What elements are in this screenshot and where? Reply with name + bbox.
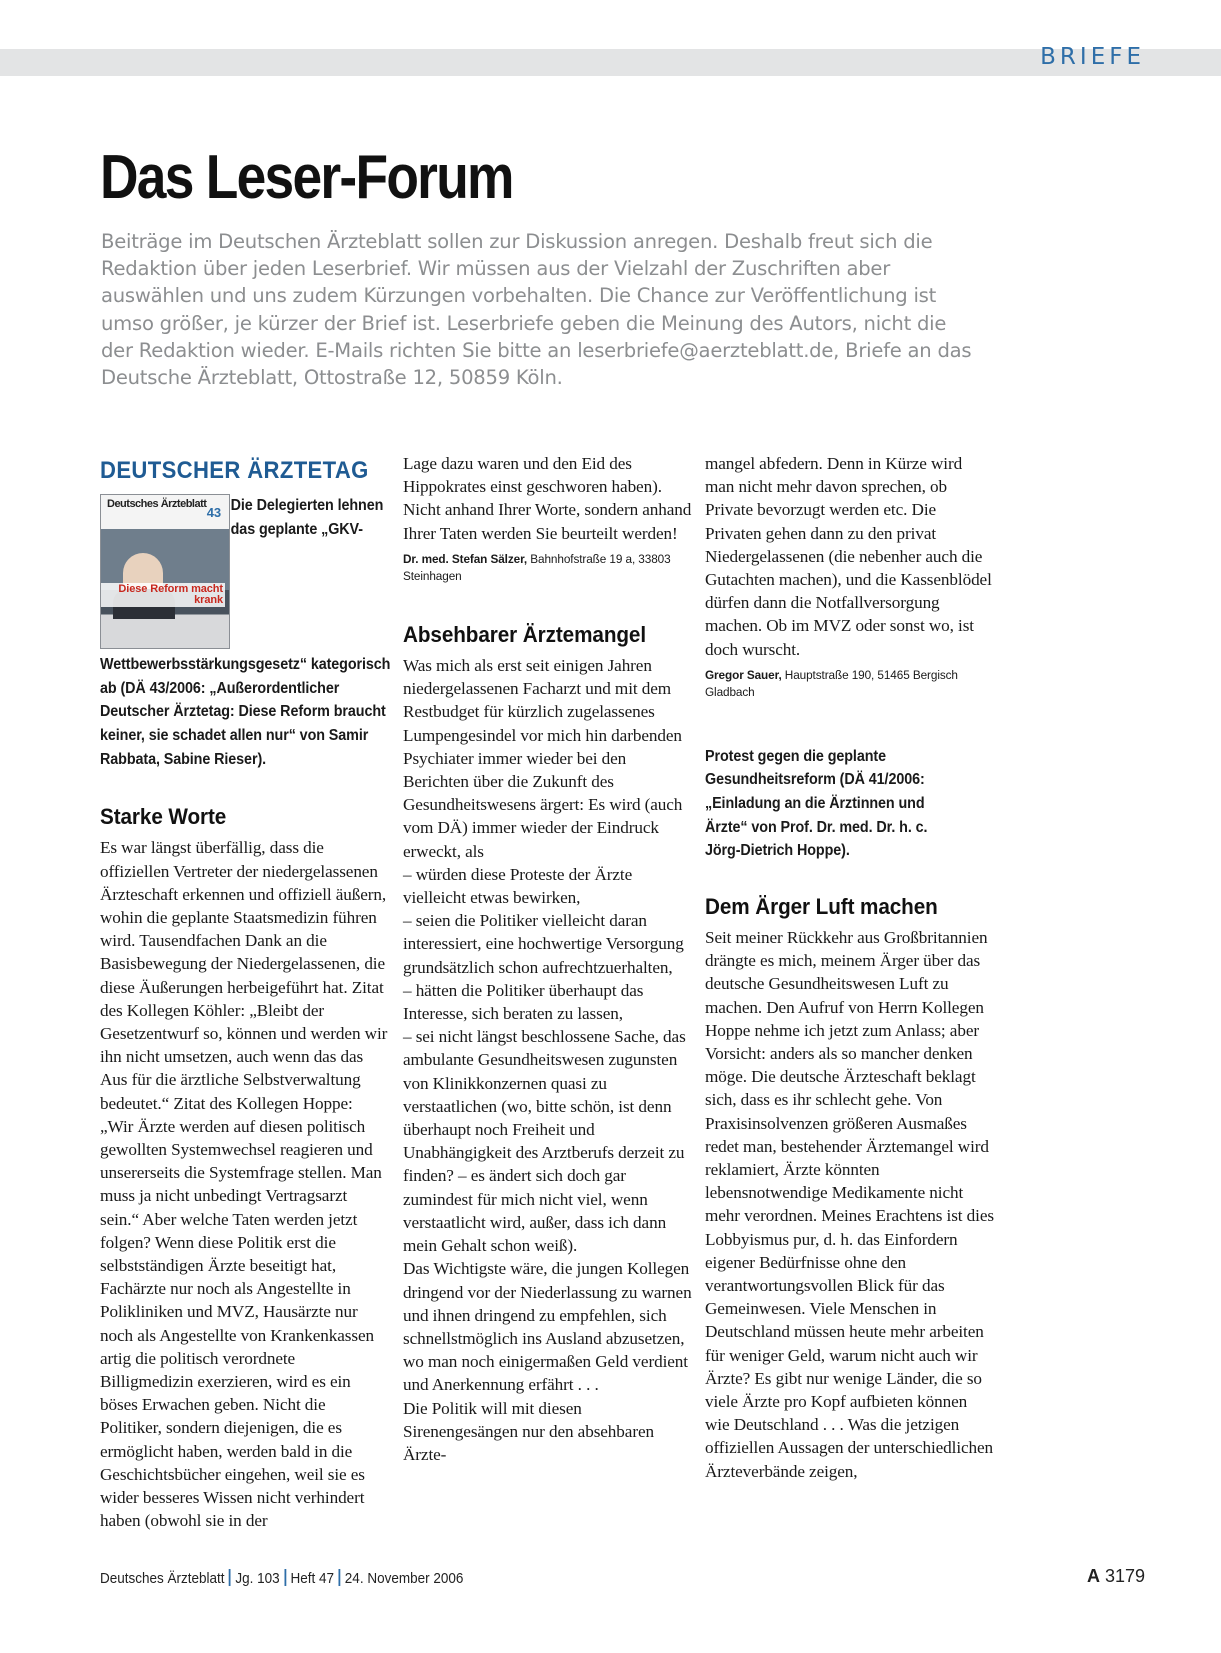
reference-note-2: Protest gegen die geplante Gesundheitsreform (DÄ 41/2006: „Einladung an die Ärztinnen und Ärzte“ von Prof. Dr. med. Dr. h. c. Jörg-Dietrich Hoppe). bbox=[705, 747, 928, 860]
letter-signature-1 bbox=[403, 551, 679, 585]
footer-volume: Jg. 103 bbox=[235, 1570, 280, 1587]
column-1 bbox=[100, 455, 390, 1532]
page-prefix: A bbox=[1086, 1566, 1100, 1586]
author-name: Dr. med. Stefan Sälzer, bbox=[403, 551, 528, 566]
column-3 bbox=[705, 452, 995, 1483]
footer-separator bbox=[339, 1569, 341, 1586]
letter-list-item: – seien die Politiker vielleicht daran interessiert, eine hochwertige Versorgung grundsätzlich schon aufrechtzuerhalten, bbox=[403, 911, 684, 977]
footer-date: 24. November 2006 bbox=[344, 1570, 464, 1587]
page-number bbox=[1087, 1566, 1145, 1587]
author-address: Hauptstraße 190, 51465 Bergisch Gladbach bbox=[705, 667, 958, 699]
section-label: BRIEFE bbox=[1040, 44, 1145, 70]
letter-heading-starke-worte: Starke Worte bbox=[100, 804, 227, 830]
author-address: Bahnhofstraße 19 a, 33803 Steinhagen bbox=[403, 551, 671, 583]
letter-body-continuation: Lage dazu waren und den Eid des Hippokrates einst geschworen haben). Nicht anhand Ihrer Worte, sondern anhand Ihrer Taten werden Sie beurteilt werden! bbox=[403, 454, 692, 543]
letter-paragraph: Was mich als erst seit einigen Jahren niedergelassenen Facharzt und mit dem Restbudget für kürzlich zugelassenes Lumpengesindel vor mich hin darbenden Psychiater immer wieder bei den Berichten über die Zukunft des Gesundheitswesens ärgert: Es wird (auch vom DÄ) immer wieder der Eindruck erweckt, als bbox=[403, 656, 683, 861]
footer-separator bbox=[229, 1569, 231, 1586]
reference-block-1 bbox=[100, 494, 390, 771]
page-number-value: 3179 bbox=[1104, 1566, 1145, 1586]
author-name: Gregor Sauer, bbox=[705, 667, 782, 682]
footer-journal: Deutsches Ärzteblatt bbox=[100, 1570, 225, 1587]
letter-list-item: – sei nicht längst beschlossene Sache, das ambulante Gesundheitswesen zugunsten von Klinikkonzernen quasi zu verstaatlichen (wo, bitte schön, ist denn überhaupt noch Freiheit und Unabhängigkeit des Arztberufs derzeit zu finden? – es ändert sich doch gar zumindest für mich nicht viel, wenn verstaatlicht wird, außer, dass ich dann mein Gehalt schon weiß). bbox=[403, 1027, 686, 1256]
letter-paragraph: Die Politik will mit diesen Sirenengesängen nur den absehbaren Ärzte- bbox=[403, 1398, 654, 1464]
footer-issue: Heft 47 bbox=[290, 1570, 334, 1587]
reference-note-1: Die Delegierten lehnen das geplante „GKV-Wettbewerbsstärkungsgesetz“ kategorisch ab (DÄ 43/2006: „Außerordentlicher Deutscher Ärztetag: Diese Reform braucht keiner, sie schadet allen nur“ von Samir Rabbata, Sabine Rieser). bbox=[100, 497, 390, 768]
topic-heading: DEUTSCHER ÄRZTETAG bbox=[100, 457, 369, 484]
cover-masthead: Deutsches Ärzteblatt bbox=[107, 498, 207, 511]
letter-body-continuation: mangel abfedern. Denn in Kürze wird man nicht mehr davon sprechen, ob Private bevorzugt werden etc. Die Privaten gehen dann zu den privat Niedergelassenen (die nebenher auch die Gutachten machen), und die Kassenblödel dürfen dann die Notfallversorgung machen. Ob im MVZ oder sonst wo, ist doch wurscht. bbox=[705, 454, 992, 659]
letter-body-starke-worte: Es war längst überfällig, dass die offiziellen Vertreter der niedergelassenen Ärzteschaft erkennen und offiziell äußern, wohin die geplante Staatsmedizin führen wird. Tausendfachen Dank an die Basisbewegung der Niedergelassenen, die diese Äußerungen herbeigeführt hat. Zitat des Kollegen Köhler: „Bleibt der Gesetzentwurf so, können und werden wir ihn nicht umsetzen, auch wenn das das Aus für die ärztliche Selbstverwaltung bedeutet.“ Zitat des Kollegen Hoppe: „Wir Ärzte werden auf diesen politisch gewollten Systemwechsel reagieren und unsererseits die Systemfrage stellen. Man muss ja nicht unbedingt Vertragsarzt sein.“ Aber welche Taten werden jetzt folgen? Wenn diese Politik erst die selbstständigen Ärzte beseitigt hat, Fachärzte nur noch als Angestellte in Polikliniken und MVZ, Hausärzte nur noch als Angestellte von Krankenkassen artig die politisch verordnete Billigmedizin exerzieren, wird es ein böses Erwachen geben. Nicht die Politiker, sondern diejenigen, die es ermöglicht haben, werden bald in die Geschichtsbücher eingehen, weil sie es wider besseres Wissen nicht verhindert haben (obwohl sie in der bbox=[100, 838, 388, 1531]
footer-separator bbox=[284, 1569, 286, 1586]
cover-issue-number: 43 bbox=[206, 505, 221, 521]
header-bar bbox=[0, 49, 1221, 76]
letter-list-item: – hätten die Politiker überhaupt das Interesse, sich beraten zu lassen, bbox=[403, 980, 644, 1024]
letter-heading-aerztemangel: Absehbarer Ärztemangel bbox=[403, 621, 647, 647]
column-2 bbox=[403, 452, 693, 1466]
footer-citation bbox=[100, 1569, 463, 1587]
intro-text: Beiträge im Deutschen Ärzteblatt sollen zur Diskussion anregen. Deshalb freut sich die Redaktion über jeden Leserbrief. Wir müssen aus der Vielzahl der Zuschriften aber auswählen und uns zudem Kürzungen vorbehalten. Die Chance zur Veröffentlichung ist umso größer, je kürzer der Brief ist. Leserbriefe geben die Meinung des Autors, nicht die der Redaktion wieder. E-Mails richten Sie bitte an leserbriefe@aerzteblatt.de, Briefe an das Deutsche Ärzteblatt, Ottostraße 12, 50859 Köln. bbox=[101, 230, 972, 390]
page-title: Das Leser-Forum bbox=[100, 143, 513, 212]
letter-paragraph: Das Wichtigste wäre, die jungen Kollegen dringend vor der Niederlassung zu warnen und ihnen dringend zu empfehlen, sich schnellstmöglich ins Ausland abzusetzen, wo man noch einigermaßen Geld verdient und Anerkennung erfährt . . . bbox=[403, 1259, 692, 1395]
letter-signature-2 bbox=[705, 667, 981, 701]
letter-list-item: – würden diese Proteste der Ärzte vielleicht etwas bewirken, bbox=[403, 864, 633, 908]
cover-headline: Diese Reform macht krank bbox=[101, 583, 225, 607]
letter-heading-aerger: Dem Ärger Luft machen bbox=[705, 893, 938, 919]
letter-body-aerger: Seit meiner Rückkehr aus Großbritannien drängte es mich, meinem Ärger über das deutsche Gesundheitswesen Luft zu machen. Den Aufruf von Herrn Kollegen Hoppe nehme ich jetzt zum Anlass; aber Vorsicht: anders als so mancher denken möge. Die deutsche Ärzteschaft beklagt sich, dass es ihr schlecht gehe. Von Praxisinsolvenzen größeren Ausmaßes redet man, bestehender Ärztemangel wird reklamiert, Ärzte könnten lebensnotwendige Medikamente nicht mehr verordnen. Meines Erachtens ist dies Lobbyismus pur, d. h. das Einfordern eigener Bedürfnisse ohne den verantwortungsvollen Blick für das Gemeinwesen. Viele Menschen in Deutschland müssen heute mehr arbeiten für weniger Geld, warum nicht auch wir Ärzte? Es gibt nur wenige Länder, die so viele Ärzte pro Kopf aufbieten können wie Deutschland . . . Was die jetzigen offiziellen Aussagen der unterschiedlichen Ärzteverbände zeigen, bbox=[705, 928, 994, 1481]
